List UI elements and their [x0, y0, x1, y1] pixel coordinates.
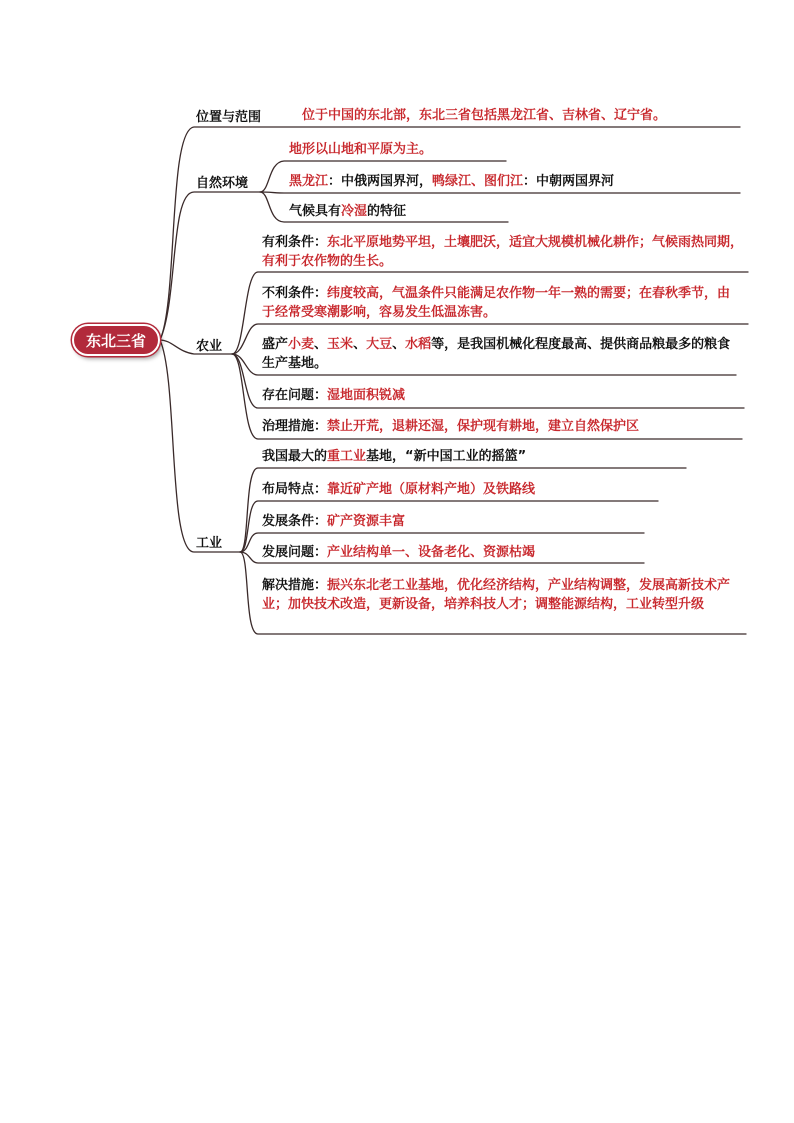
agr-products-sep2: 、: [353, 337, 367, 352]
agr-products-wheat: 小麦: [288, 337, 315, 352]
agr-products-soybean: 大豆: [366, 337, 393, 352]
agr-unfavorable-text: 纬度较高，气温条件只能满足农作物一年一熟的需要；在春秋季节，由于经常受寒潮影响，容易发生低温冻害。: [262, 286, 731, 320]
env-terrain-leaf: 地形以山地和平原为主。: [289, 142, 433, 157]
ind-conditions-key: 发展条件：: [262, 514, 328, 529]
env-rivers-yalu-tumen: 鸭绿江、图们江: [432, 174, 524, 189]
ind-solutions-key: 解决措施：: [262, 578, 328, 593]
agr-unfavorable-leaf: [262, 284, 740, 322]
branch-environment-label: 自然环境: [196, 176, 249, 191]
agr-problem-key: 存在问题：: [262, 388, 328, 403]
env-rivers-leaf: [289, 172, 614, 191]
agr-products-sep1: 、: [314, 337, 328, 352]
ind-layout-leaf: [262, 480, 535, 499]
branch-location-label: 位置与范围: [196, 110, 262, 125]
agr-measures-key: 治理措施：: [262, 419, 328, 434]
agr-problem-text: 湿地面积锐减: [327, 388, 406, 403]
ind-layout-key: 布局特点：: [262, 482, 328, 497]
ind-problems-text: 产业结构单一、设备老化、资源枯竭: [327, 545, 536, 560]
env-rivers-text1: ：中俄两国界河，: [328, 174, 433, 189]
agr-favorable-key: 有利条件：: [262, 235, 328, 250]
agr-favorable-text: 东北平原地势平坦，土壤肥沃，适宜大规模机械化耕作；气候雨热同期，有利于农作物的生长。: [262, 235, 744, 269]
ind-base-heavy-industry: 重工业: [327, 449, 367, 464]
agr-problem-leaf: [262, 386, 405, 405]
ind-layout-text: 靠近矿产地（原材料产地）及铁路线: [327, 482, 536, 497]
agr-products-sep3: 、: [392, 337, 406, 352]
ind-solutions-text: 振兴东北老工业基地，优化经济结构，产业结构调整，发展高新技术产业；加快技术改造，更新设备，培养科技人才；调整能源结构，工业转型升级: [262, 578, 731, 612]
ind-base-leaf: [262, 447, 526, 466]
ind-problems-key: 发展问题：: [262, 545, 328, 560]
branch-industry-label: 工业: [196, 536, 223, 551]
branch-agriculture-label: 农业: [196, 339, 223, 354]
ind-base-text1: 我国最大的: [262, 449, 328, 464]
connector-env-2: [260, 192, 740, 193]
agr-products-text1: 盛产: [262, 337, 289, 352]
env-rivers-heilongjiang: 黑龙江: [289, 174, 329, 189]
agr-measures-leaf: [262, 417, 639, 436]
connector-industry: [160, 340, 240, 552]
agr-measures-text: 禁止开荒，退耕还湿，保护现有耕地，建立自然保护区: [327, 419, 640, 434]
env-climate-text1: 气候具有: [289, 204, 342, 219]
location-leaf: 位于中国的东北部，东北三省包括黑龙江省、吉林省、辽宁省。: [302, 108, 667, 123]
env-climate-text2: 的特征: [367, 204, 407, 219]
agr-products-leaf: [262, 335, 738, 373]
agr-products-text2: 等，是我国机械化程度最高、提供商品粮最多的粮食生产基地。: [262, 337, 731, 371]
agr-unfavorable-key: 不利条件：: [262, 286, 328, 301]
env-rivers-text2: ：中朝两国界河: [523, 174, 615, 189]
agr-favorable-leaf: [262, 233, 744, 271]
ind-conditions-leaf: [262, 512, 405, 531]
root-node: 东北三省: [72, 324, 160, 356]
ind-problems-leaf: [262, 543, 535, 562]
agr-products-rice: 水稻: [405, 337, 432, 352]
ind-base-text2: 基地，“新中国工业的摇篮”: [366, 449, 527, 464]
ind-conditions-text: 矿产资源丰富: [327, 514, 406, 529]
agr-products-corn: 玉米: [327, 337, 354, 352]
env-climate-key: 冷湿: [341, 204, 368, 219]
ind-solutions-leaf: [262, 576, 744, 614]
env-climate-leaf: [289, 202, 406, 221]
